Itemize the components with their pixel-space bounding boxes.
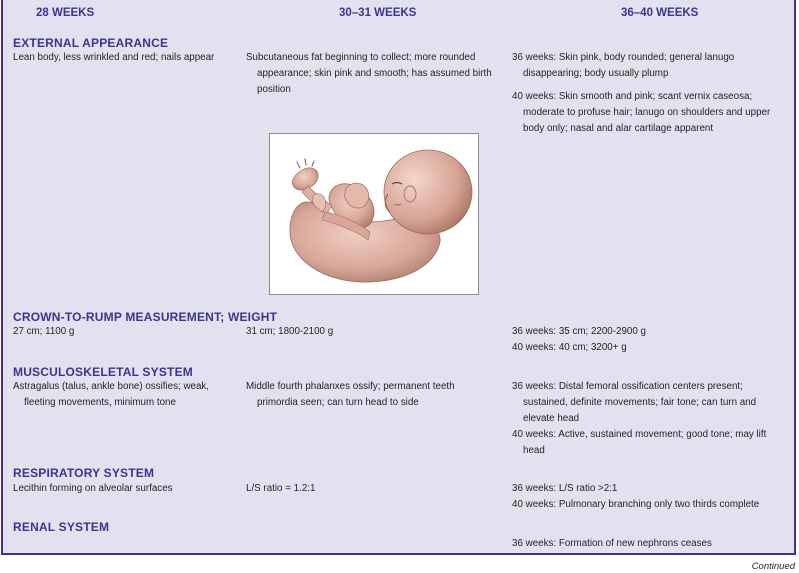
crown-28-weeks: 27 cm; 1100 g bbox=[13, 326, 75, 337]
musculo-36-40-weeks: 36 weeks: Distal femoral ossification centers present; sustained, definite movements; fair tone; can turn and elevate head 40 weeks: Active, sustained movement; good tone; may lift head bbox=[512, 381, 767, 456]
fetus-illustration bbox=[269, 133, 479, 295]
crown-30-31-weeks: 31 cm; 1800-2100 g bbox=[246, 326, 334, 337]
external-28-weeks: Lean body, less wrinkled and red; nails appear bbox=[13, 52, 215, 63]
continued-label: Continued bbox=[751, 561, 795, 572]
external-36-40-weeks: 36 weeks: Skin pink, body rounded; general lanugo disappearing; body usually plump 40 weeks: Skin smooth and pink; scant vernix caseosa; moderate to profuse hair; lanugo on shoulders and upper body only; nasal and alar cartilage apparent bbox=[512, 52, 771, 134]
external-30-31-weeks: Subcutaneous fat beginning to collect; more rounded appearance; skin pink and smooth; has assumed birth position bbox=[246, 52, 492, 95]
section-title-renal: RENAL SYSTEM bbox=[13, 520, 110, 534]
resp-28-weeks: Lecithin forming on alveolar surfaces bbox=[13, 483, 173, 494]
column-header-28-weeks: 28 WEEKS bbox=[36, 7, 95, 19]
musculo-30-31-weeks: Middle fourth phalanxes ossify; permanent teeth primordia seen; can turn head to side bbox=[246, 381, 455, 408]
section-title-crown-to-rump: CROWN-TO-RUMP MEASUREMENT; WEIGHT bbox=[13, 310, 278, 324]
resp-30-31-weeks: L/S ratio = 1.2:1 bbox=[246, 483, 316, 494]
musculo-28-weeks: Astragalus (talus, ankle bone) ossifies; weak, fleeting movements, minimum tone bbox=[13, 381, 210, 408]
column-header-30-31-weeks: 30–31 WEEKS bbox=[339, 7, 417, 19]
fetus-image bbox=[270, 134, 478, 294]
crown-36-40-weeks: 36 weeks: 35 cm; 2200-2900 g 40 weeks: 40 cm; 3200+ g bbox=[512, 326, 646, 353]
section-title-external-appearance: EXTERNAL APPEARANCE bbox=[13, 36, 169, 50]
section-title-musculoskeletal: MUSCULOSKELETAL SYSTEM bbox=[13, 365, 193, 379]
renal-36-40-weeks: 36 weeks: Formation of new nephrons ceases bbox=[512, 538, 712, 549]
table-panel bbox=[1, 0, 796, 555]
column-header-36-40-weeks: 36–40 WEEKS bbox=[621, 7, 699, 19]
section-title-respiratory: RESPIRATORY SYSTEM bbox=[13, 466, 155, 480]
resp-36-40-weeks: 36 weeks: L/S ratio >2:1 40 weeks: Pulmonary branching only two thirds complete bbox=[512, 483, 760, 510]
